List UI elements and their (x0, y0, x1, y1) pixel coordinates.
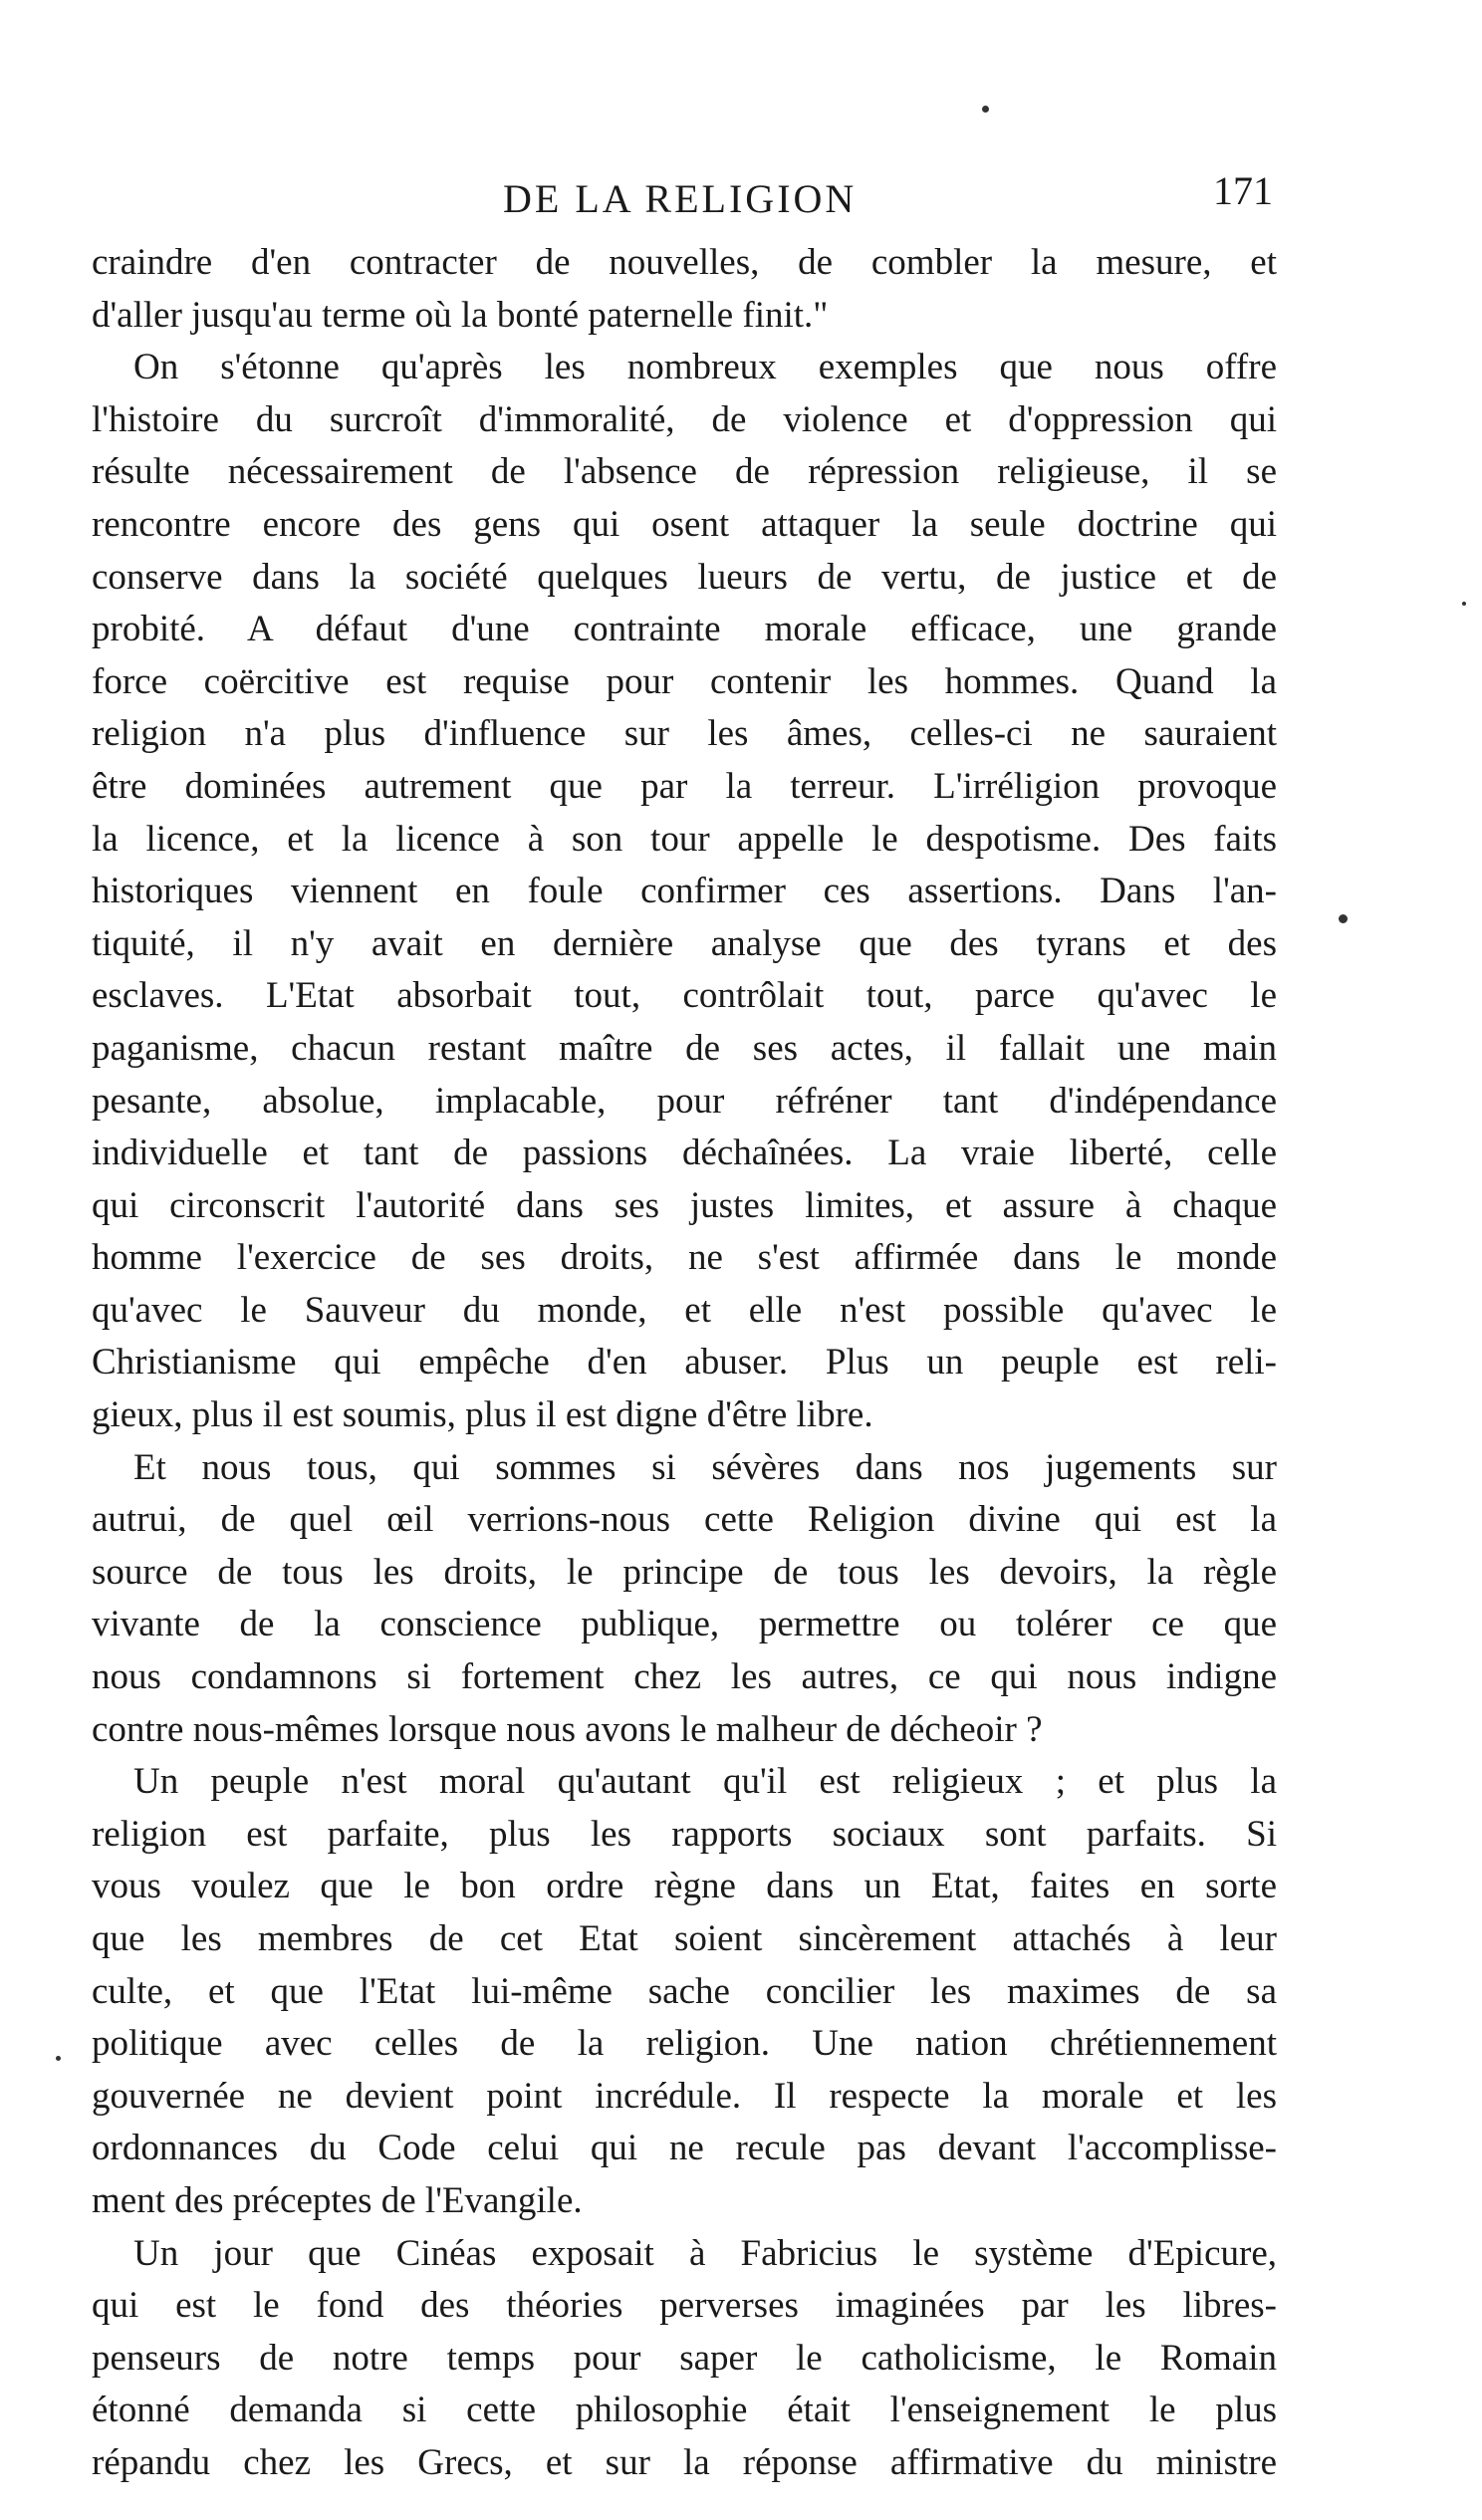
text-line: force coërcitive est requise pour contenir les hommes. Quand la (92, 660, 1277, 702)
text-line: gouvernée ne devient point incrédule. Il respecte la morale et les (92, 2075, 1277, 2117)
text-line: tiquité, il n'y avait en dernière analyse que des tyrans et des (92, 922, 1277, 964)
text-line: politique avec celles de la religion. Une nation chrétiennement (92, 2023, 1277, 2065)
text-line: ment des préceptes de l'Evangile. (92, 2179, 583, 2221)
text-line: Un peuple n'est moral qu'autant qu'il est religieux ; et plus la (133, 1761, 1277, 1803)
text-line: conserve dans la société quelques lueurs de vertu, de justice et de (92, 556, 1277, 598)
text-line: d'aller jusqu'au terme où la bonté paternelle finit." (92, 294, 829, 336)
text-line: penseurs de notre temps pour saper le catholicisme, le Romain (92, 2337, 1277, 2379)
text-line: répandu chez les Grecs, et sur la réponse affirmative du ministre (92, 2441, 1277, 2483)
text-line: la licence, et la licence à son tour appelle le despotisme. Des faits (92, 818, 1277, 860)
scan-speck (982, 106, 989, 113)
text-line: qui est le fond des théories perverses imaginées par les libres- (92, 2285, 1277, 2327)
running-title: DE LA RELIGION (503, 176, 858, 221)
text-line: paganisme, chacun restant maître de ses actes, il fallait une main (92, 1027, 1277, 1069)
text-line: qu'avec le Sauveur du monde, et elle n'est possible qu'avec le (92, 1289, 1277, 1331)
text-line: On s'étonne qu'après les nombreux exemples que nous offre (133, 347, 1277, 388)
scan-speck (1462, 602, 1466, 606)
text-line: religion est parfaite, plus les rapports sociaux sont parfaits. Si (92, 1813, 1277, 1855)
text-line: qui circonscrit l'autorité dans ses justes limites, et assure à chaque (92, 1184, 1277, 1226)
text-line: rencontre encore des gens qui osent attaquer la seule doctrine qui (92, 503, 1277, 545)
text-line: Un jour que Cinéas exposait à Fabricius le système d'Epicure, (133, 2232, 1277, 2274)
text-line: ordonnances du Code celui qui ne recule pas devant l'accomplisse- (92, 2128, 1277, 2169)
scan-speck (1339, 914, 1348, 923)
text-line: que les membres de cet Etat soient sincèrement attachés à leur (92, 1918, 1277, 1959)
text-line: contre nous-mêmes lorsque nous avons le malheur de décheoir ? (92, 1708, 1043, 1750)
text-line: étonné demanda si cette philosophie était l'enseignement le plus (92, 2390, 1277, 2431)
text-line: Christianisme qui empêche d'en abuser. Plus un peuple est reli- (92, 1342, 1277, 1384)
text-line: être dominées autrement que par la terreur. L'irréligion provoque (92, 765, 1277, 807)
scan-speck (56, 2056, 61, 2061)
text-line: probité. A défaut d'une contrainte morale efficace, une grande (92, 609, 1277, 650)
running-header (0, 167, 1482, 227)
text-line: vous voulez que le bon ordre règne dans un Etat, faites en sorte (92, 1866, 1277, 1907)
text-line: résulte nécessairement de l'absence de répression religieuse, il se (92, 451, 1277, 493)
text-line: Et nous tous, qui sommes si sévères dans nos jugements sur (133, 1446, 1277, 1488)
text-line: craindre d'en contracter de nouvelles, de combler la mesure, et (92, 242, 1277, 283)
text-line: l'histoire du surcroît d'immoralité, de violence et d'oppression qui (92, 398, 1277, 440)
text-line: vivante de la conscience publique, permettre ou tolérer ce que (92, 1604, 1277, 1645)
text-line: autrui, de quel œil verrions-nous cette Religion divine qui est la (92, 1499, 1277, 1541)
page-number: 171 (1213, 168, 1273, 213)
text-line: pesante, absolue, implacable, pour réfréner tant d'indépendance (92, 1080, 1277, 1122)
text-line: historiques viennent en foule confirmer ces assertions. Dans l'an- (92, 871, 1277, 912)
body-text (92, 237, 1277, 2490)
text-line: religion n'a plus d'influence sur les âmes, celles-ci ne sauraient (92, 713, 1277, 755)
text-line: esclaves. L'Etat absorbait tout, contrôlait tout, parce qu'avec le (92, 975, 1277, 1017)
text-line: nous condamnons si fortement chez les autres, ce qui nous indigne (92, 1656, 1277, 1698)
text-line: gieux, plus il est soumis, plus il est digne d'être libre. (92, 1394, 873, 1436)
text-line: culte, et que l'Etat lui-même sache concilier les maximes de sa (92, 1970, 1277, 2012)
text-line: individuelle et tant de passions déchaînées. La vraie liberté, celle (92, 1133, 1277, 1174)
text-line: homme l'exercice de ses droits, ne s'est affirmée dans le monde (92, 1237, 1277, 1279)
text-line: source de tous les droits, le principe de tous les devoirs, la règle (92, 1551, 1277, 1593)
